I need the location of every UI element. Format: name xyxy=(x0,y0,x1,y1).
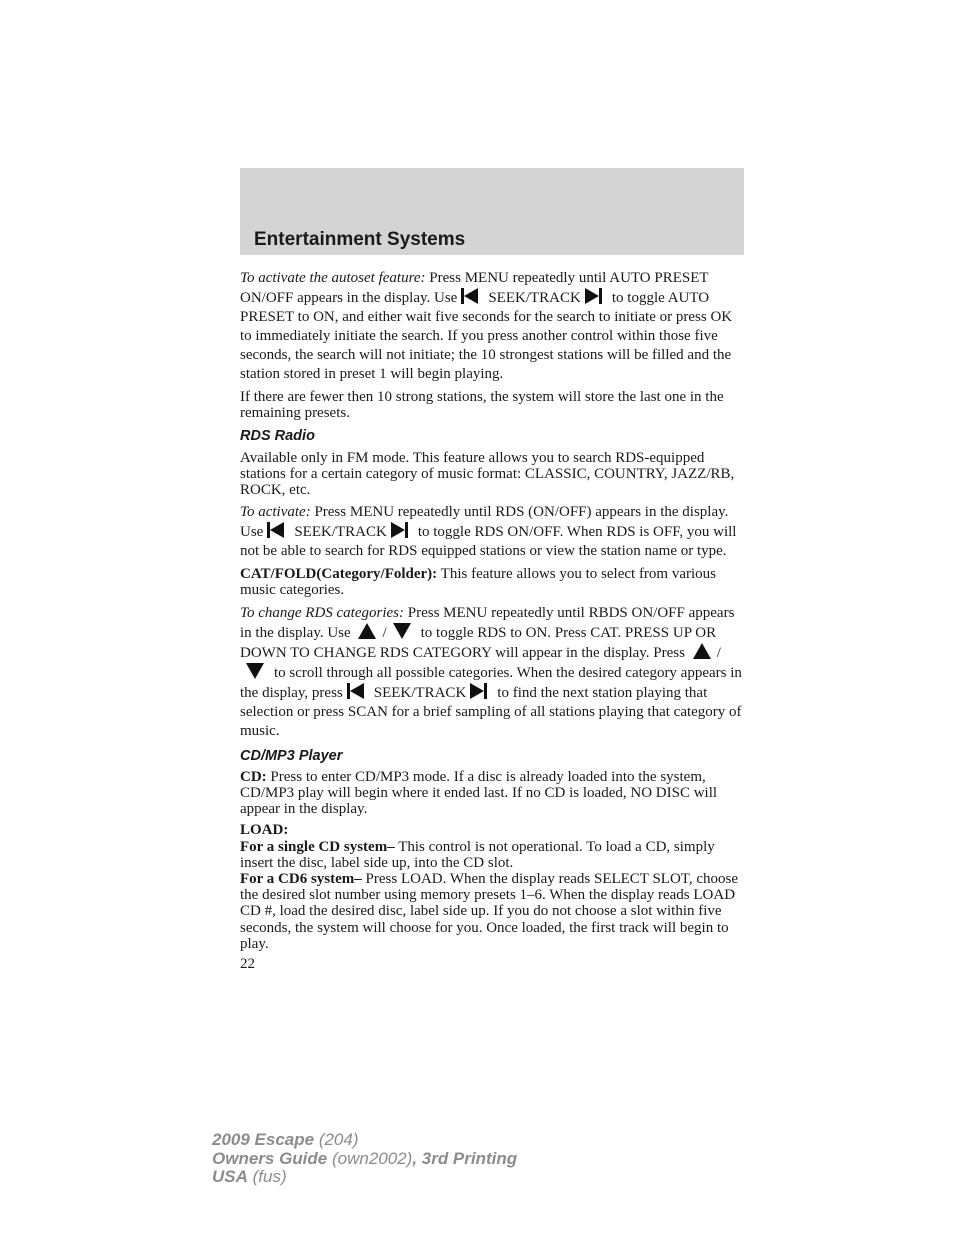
cat-fold-label: CAT/FOLD(Category/Folder): xyxy=(240,566,438,583)
seek-track-label: SEEK/TRACK xyxy=(373,684,467,701)
cat-fold-paragraph xyxy=(240,566,744,598)
cd6-text: Press LOAD. When the display reads SELECT SLOT, choose the desired slot number using memory presets 1–6. When the display reads LOAD CD #, load the desired disc, label side up. If you do not choose a slot within five seconds, the system will choose for you. Once loaded, the first track will begin to play. xyxy=(240,871,738,952)
arrow-down-icon xyxy=(246,663,264,679)
cd6-paragraph xyxy=(240,871,744,952)
footer-line-3 xyxy=(212,1168,517,1187)
autoset-text-c: to toggle AUTO PRESET to ON, and either wait five seconds for the search to initiate or press OK to immediately initiate the search. If you press another control within those five seconds, the search will not initiate; the 10 strongest stations will be filled and the station stored in preset 1 will begin playing. xyxy=(240,290,733,382)
cd-paragraph xyxy=(240,769,744,818)
seek-track-label: SEEK/TRACK xyxy=(488,290,581,306)
cd6-label: For a CD6 system– xyxy=(240,871,362,888)
footer-guide-code: (own2002) xyxy=(327,1148,413,1168)
arrow-up-icon xyxy=(693,643,711,659)
footer-model: 2009 Escape xyxy=(212,1130,315,1149)
seek-forward-icon xyxy=(585,288,599,304)
slash-separator: / xyxy=(716,644,721,661)
rds-intro-paragraph: Available only in FM mode. This feature allows you to search RDS-equipped stations for a certain category of music format: CLASSIC, COUNTRY, JAZZ/RB, ROCK, etc. xyxy=(240,449,735,499)
autoset-paragraph xyxy=(240,269,744,384)
rds-categories-lead: To change RDS categories: xyxy=(240,604,405,621)
single-cd-paragraph xyxy=(240,839,744,871)
cd-mp3-heading: CD/MP3 Player xyxy=(240,747,343,764)
autoset-text-a: Press MENU repeatedly until AUTO PRESET ON/OFF appears in the display. Use xyxy=(240,270,709,306)
page-number: 22 xyxy=(240,956,255,973)
rds-categories-text-b: to toggle RDS to ON. Press CAT. PRESS UP OR DOWN TO CHANGE RDS CATEGORY will appear in the display. Press xyxy=(240,624,717,661)
rds-categories-text-a: Press MENU repeatedly until RBDS ON/OFF appears in the display. Use xyxy=(240,604,735,641)
section-title: Entertainment Systems xyxy=(254,229,466,250)
cd-label: CD: xyxy=(240,768,267,785)
seek-forward-icon xyxy=(470,683,484,699)
autoset-lead: To activate the autoset feature: xyxy=(240,270,426,286)
footer-model-code: (204) xyxy=(314,1130,359,1149)
seek-back-icon xyxy=(270,522,284,538)
seek-forward-icon xyxy=(391,522,405,538)
fewer-stations-paragraph: If there are fewer then 10 strong stations, the system will store the last one in the remaining presets. xyxy=(240,389,724,422)
footer-guide: Owners Guide xyxy=(212,1148,328,1168)
rds-activate-text-a: Press MENU repeatedly until RDS (ON/OFF) appears in the display. Use xyxy=(240,504,729,541)
rds-categories-text-e: to find the next station playing that selection or press SCAN for a brief sampling of all stations playing that category of music. xyxy=(240,684,742,739)
seek-track-label: SEEK/TRACK xyxy=(294,524,387,541)
single-cd-text: This control is not operational. To load a CD, simply insert the disc, label side up, into the CD slot. xyxy=(240,838,715,871)
rds-activate-paragraph xyxy=(240,503,744,561)
seek-back-icon xyxy=(464,288,478,304)
rds-activate-lead: To activate: xyxy=(240,504,311,521)
load-label: LOAD: xyxy=(240,822,289,839)
footer-line-2 xyxy=(212,1150,517,1169)
rds-categories-text-c: to scroll through all possible categories. When the desired category appears in the display, press xyxy=(240,664,742,701)
footer-line-1 xyxy=(212,1131,517,1150)
page-content xyxy=(240,269,744,972)
footer-market-code: (fus) xyxy=(247,1167,287,1186)
cat-fold-text: This feature allows you to select from various music categories. xyxy=(240,566,717,599)
section-header-band xyxy=(240,168,744,255)
load-label-line xyxy=(240,822,744,838)
cd-text: Press to enter CD/MP3 mode. If a disc is already loaded into the system, CD/MP3 play will begin where it ended last. If no CD is loaded, NO DISC will appear in the display. xyxy=(240,768,718,818)
footer-printing: , 3rd Printing xyxy=(412,1148,518,1168)
rds-categories-paragraph xyxy=(240,604,744,741)
document-footer xyxy=(212,1131,517,1187)
slash-separator: / xyxy=(382,624,387,641)
rds-radio-heading: RDS Radio xyxy=(240,428,315,445)
arrow-up-icon xyxy=(358,623,376,639)
rds-activate-text-c: to toggle RDS ON/OFF. When RDS is OFF, you will not be able to search for RDS equipped stations or view the station name or type. xyxy=(240,524,737,560)
single-cd-label: For a single CD system– xyxy=(240,838,395,855)
seek-back-icon xyxy=(350,683,364,699)
footer-market: USA xyxy=(212,1167,248,1186)
arrow-down-icon xyxy=(393,623,411,639)
